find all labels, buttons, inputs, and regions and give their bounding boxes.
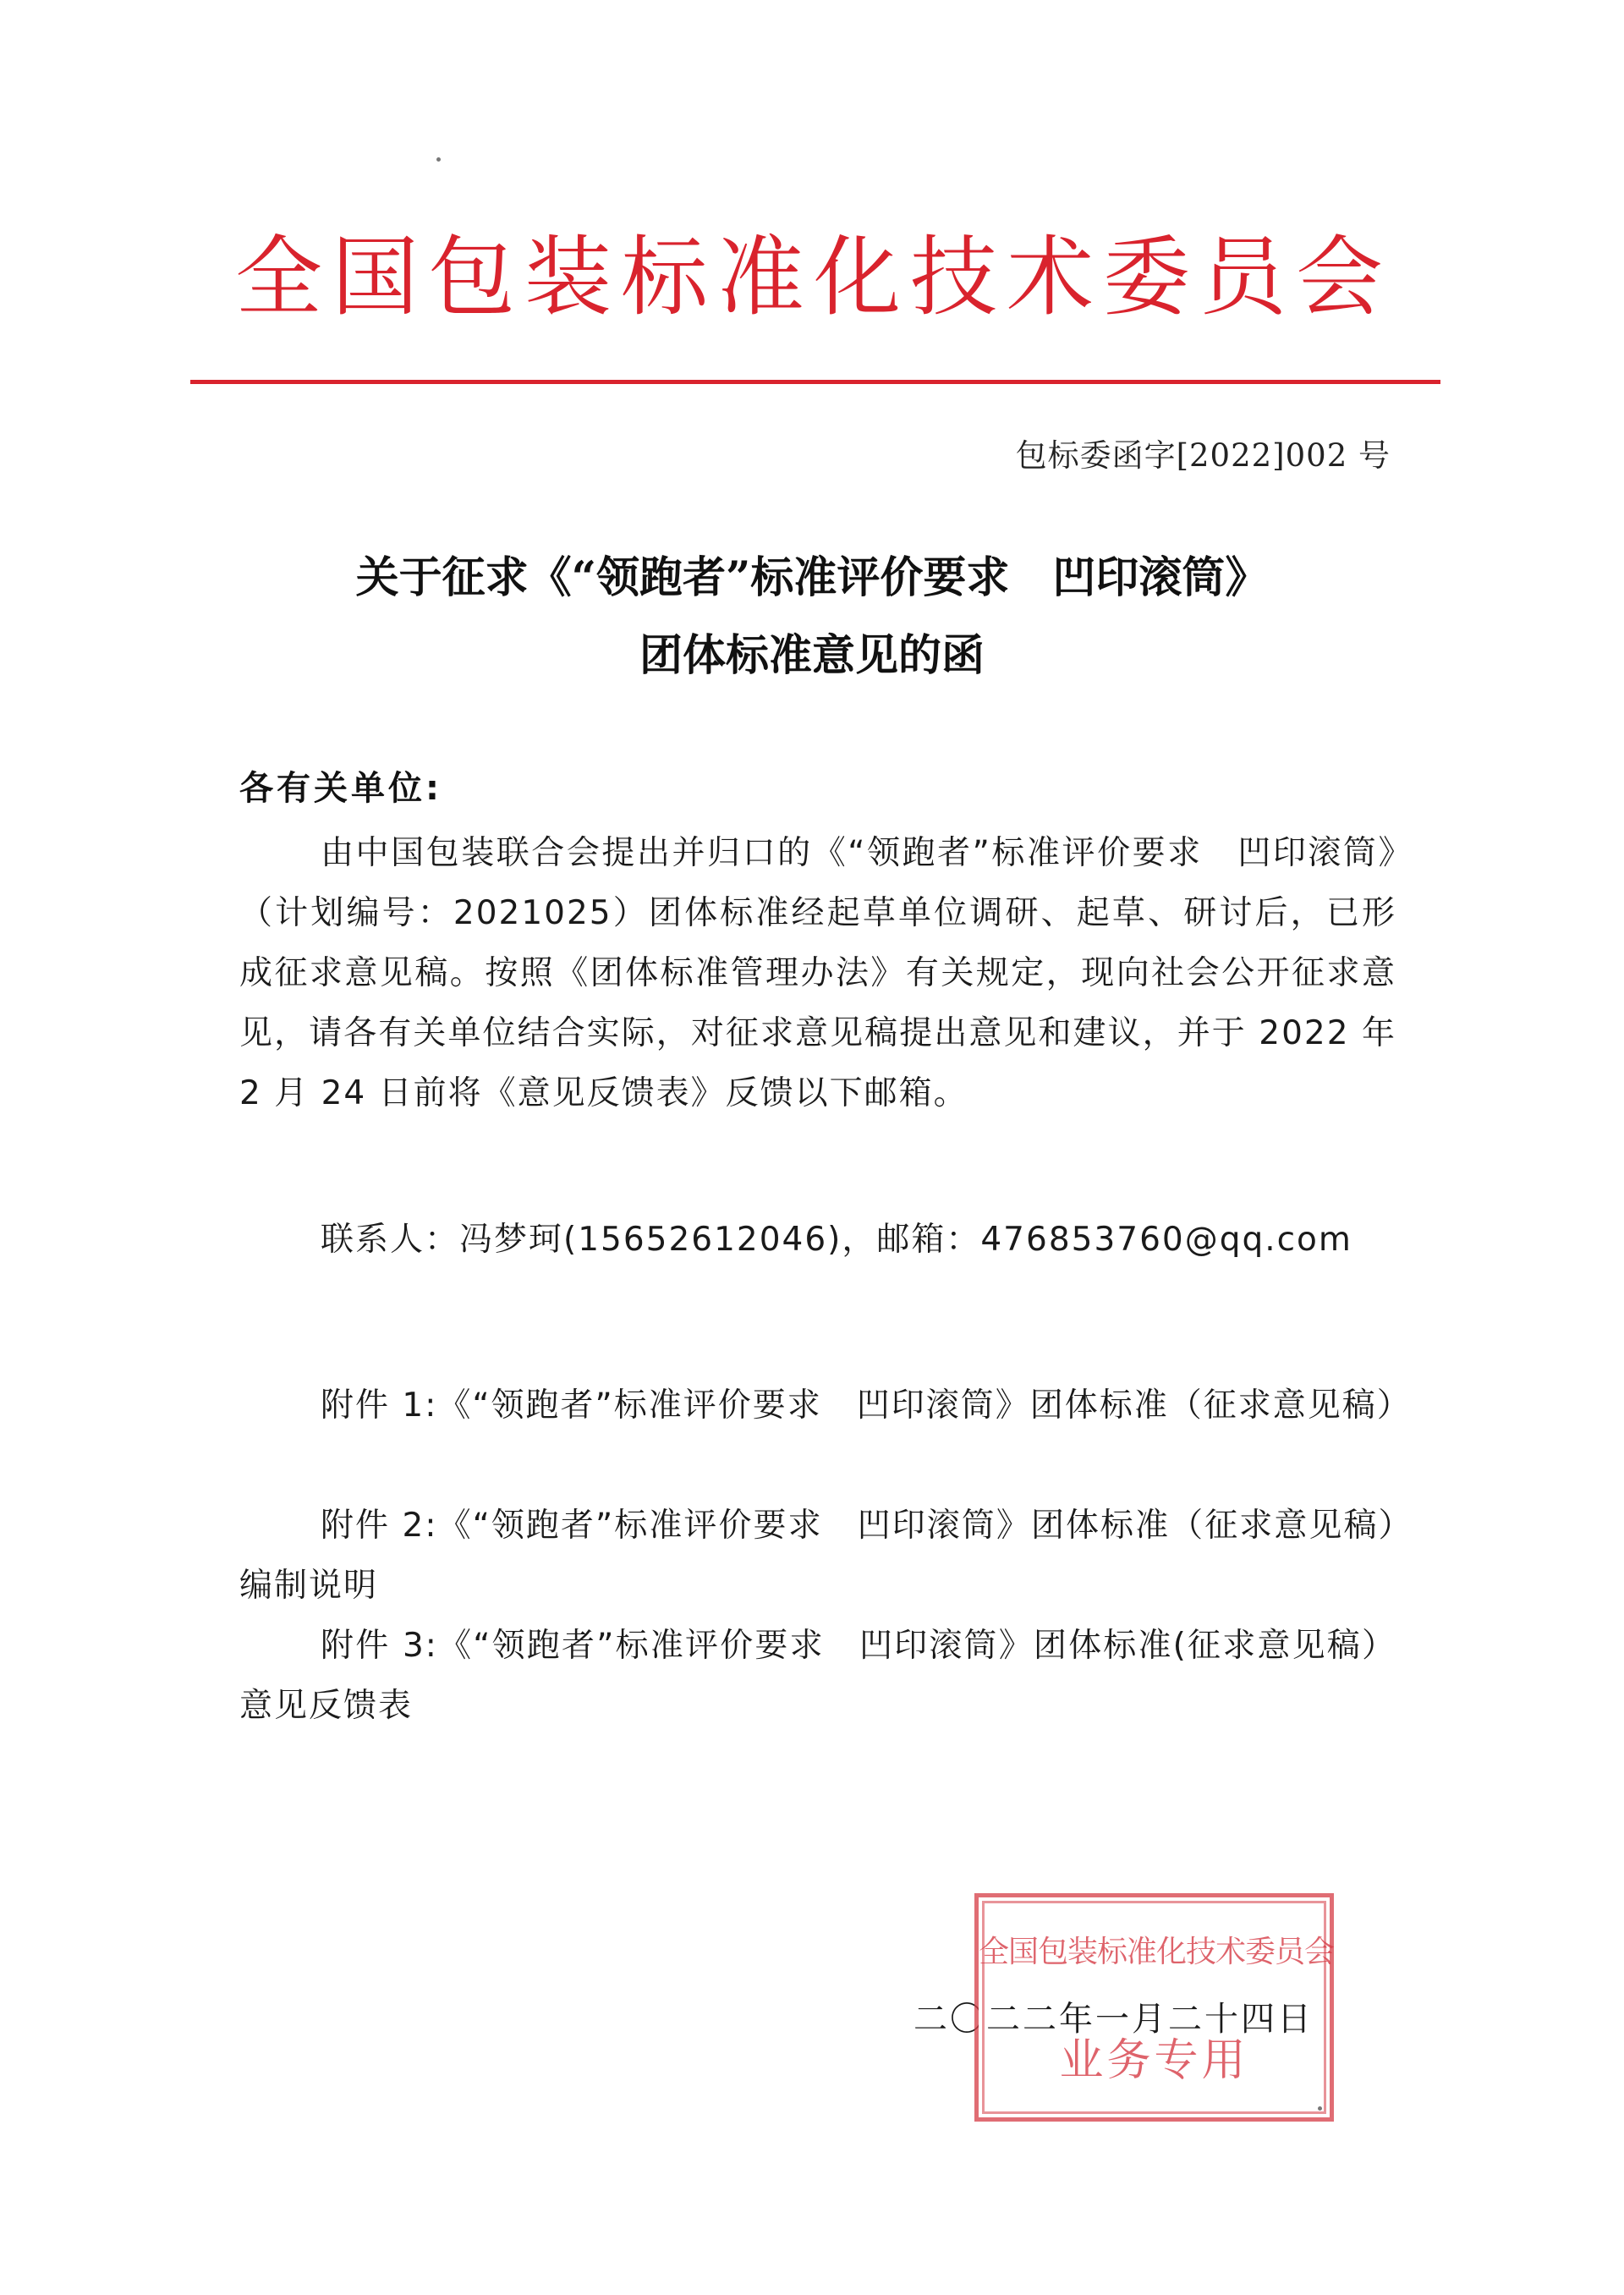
seal-organization-text: 全国包装标准化技术委员会 <box>979 1935 1335 1969</box>
letter-title-line2: 团体标准意见的函 <box>639 630 985 681</box>
issue-date: 二〇二二年一月二十四日 <box>914 2000 1314 2039</box>
letterhead-title: 全国包装标准化技术委员会 <box>235 227 1392 328</box>
letter-title-line1: 关于征求《“领跑者”标准评价要求 凹印滚筒》 <box>355 552 1269 603</box>
salutation: 各有关单位: <box>239 769 442 808</box>
document-number: 包标委函字[2022]002 号 <box>1015 437 1391 474</box>
contact-line: 联系人：冯梦珂(15652612046)，邮箱：476853760@qq.com <box>321 1221 1352 1259</box>
attachment-item: 附件 2:《“领跑者”标准评价要求 凹印滚筒》团体标准（征求意见稿）编制说明 <box>239 1507 1396 1605</box>
scan-speck <box>436 157 441 162</box>
body-paragraph: 由中国包装联合会提出并归口的《“领跑者”标准评价要求 凹印滚筒》（计划编号：2021025）团体标准经起草单位调研、起草、研讨后，已形成征求意见稿。按照《团体标准管理办法》有关规定，现向社会公开征求意见，请各有关单位结合实际，对征求意见稿提出意见和建议，并于 2022 年 2 月 24 日前将《意见反馈表》反馈以下邮箱。 <box>239 834 1396 1112</box>
letterhead-divider <box>190 380 1440 384</box>
attachment-item: 附件 3:《“领跑者”标准评价要求 凹印滚筒》团体标准(征求意见稿）意见反馈表 <box>239 1627 1396 1725</box>
official-seal <box>974 1893 1334 2122</box>
attachment-item: 附件 1:《“领跑者”标准评价要求 凹印滚筒》团体标准（征求意见稿） <box>321 1386 1412 1425</box>
seal-purpose-text: 业务专用 <box>1059 2035 1249 2086</box>
